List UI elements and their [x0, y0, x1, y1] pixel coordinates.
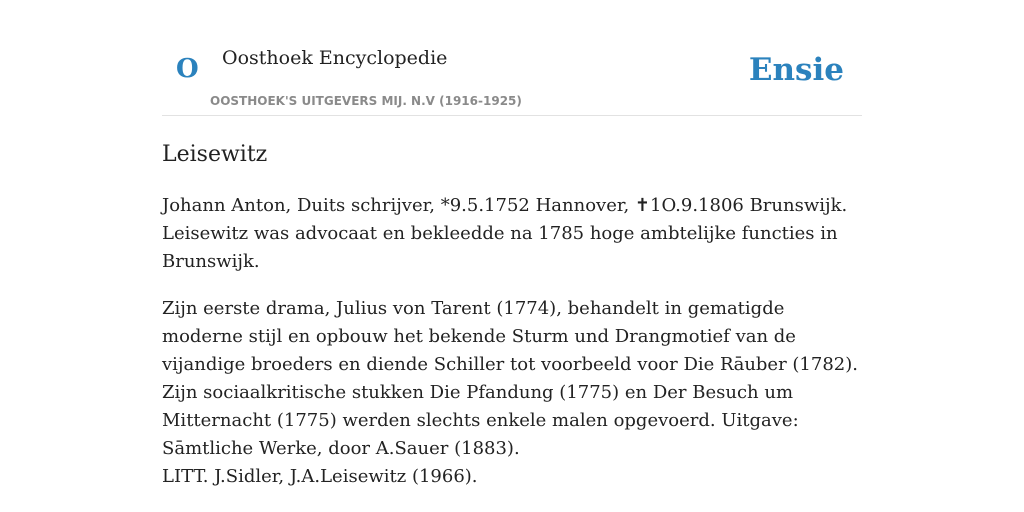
literature-reference: LITT. J.Sidler, J.A.Leisewitz (1966).: [162, 466, 478, 487]
publisher-label: OOSTHOEK'S UITGEVERS MIJ. N.V (1916-1925): [210, 94, 522, 108]
article-paragraph: Johann Anton, Duits schrijver, *9.5.1752 Hannover, ✝1O.9.1806 Brunswijk. Leisewitz was advocaat en bekleedde na 1785 hoge ambtelijke functies in Brunswijk.: [162, 195, 848, 272]
site-title[interactable]: Oosthoek Encyclopedie: [222, 47, 448, 69]
article-headword: Leisewitz: [162, 142, 268, 167]
article-paragraph: Zijn eerste drama, Julius von Tarent (1774), behandelt in gematigde moderne stijl en opbouw het bekende Sturm und Drangmotief van de vijandige broeders en diende Schiller tot voorbeeld voor Die Rāuber (1782). Zijn sociaalkritische stukken Die Pfandung (1775) en Der Besuch um Mitternacht (1775) werden slechts enkele malen opgevoerd. Uitgave: Sāmtliche Werke, door A.Sauer (1883).: [162, 298, 858, 459]
site-logo[interactable]: O: [176, 54, 199, 84]
ensie-brand-link[interactable]: Ensie: [748, 52, 844, 88]
article-page: [162, 0, 862, 512]
site-header: [162, 0, 862, 116]
